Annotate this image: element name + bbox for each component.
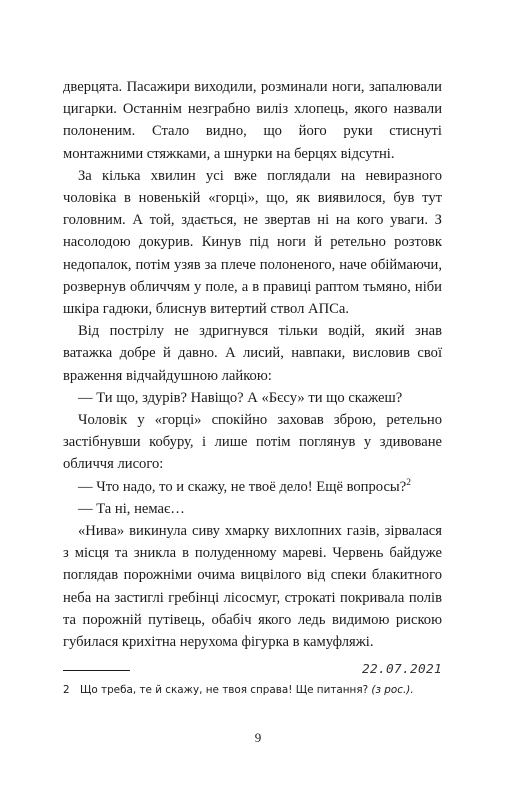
- dialogue-line-2-text: — Что надо, то и скажу, не твоё дело! Ещё вопросы?: [78, 478, 407, 495]
- dialogue-line-3: — Та ні, немає…: [78, 500, 185, 517]
- main-text: [63, 76, 442, 653]
- dialogue-line-2: [63, 476, 442, 498]
- paragraph-2: За кілька хвилин усі вже поглядали на невиразного чоловіка в новенькій «горці», що, як виявилося, був тут головним. А той, здається, не звертав ні на кого уваги. З насолодою докурив. Кинув під ноги й ретельно розтовк недопалок, потім узяв за плече полоненого, наче обіймаючи, розвернув обличчям у поле, а в правиці раптом тьмяно, ніби шкіра гадюки, блиснув витертий ствол АПСа.: [63, 167, 442, 318]
- paragraph-4: Чоловік у «горці» спокійно заховав зброю, ретельно застібнувши кобуру, і лише потім поглянув у здивоване обличчя лисого:: [63, 412, 442, 473]
- paragraph-1: дверцята. Пасажири виходили, розминали ноги, запалювали цигарки. Останнім незграбно виліз хлопець, якого назвали полоненим. Стало видно, що його руки стиснуті монтажними стяжками, а шнурки на берцях відсутні.: [63, 79, 442, 162]
- footnote-text: Що треба, те й скажу, не твоя справа! Ще питання?: [80, 684, 369, 696]
- page-number: 9: [254, 730, 262, 745]
- date-signature: 22.07.2021: [361, 662, 442, 678]
- footnote: [63, 683, 453, 697]
- footnote-source-note: (з рос.).: [371, 684, 414, 696]
- footnote-number: 2: [63, 684, 70, 696]
- footnote-reference: 2: [406, 477, 411, 488]
- footnote-divider: [63, 670, 130, 671]
- dialogue-line-1: — Ти що, здурів? Навіщо? А «Бєсу» ти що скажеш?: [78, 389, 403, 406]
- paragraph-3: Від пострілу не здригнувся тільки водій, який знав ватажка добре й давно. А лисий, навпаки, висловив свої враження відчайдушною лайкою:: [63, 323, 442, 384]
- paragraph-5: «Нива» викинула сиву хмарку вихлопних газів, зірвалася з місця та зникла в полуденному мареві. Червень байдуже поглядав порожніми очима вицвілого від спеки блакитного неба на застиглі гребінці лісосмуг, строкаті покривала полів та порожній путівець, обабіч якого ледь видимою рискою губилася крихітна нерухома фігурка в камуфляжі.: [63, 523, 442, 651]
